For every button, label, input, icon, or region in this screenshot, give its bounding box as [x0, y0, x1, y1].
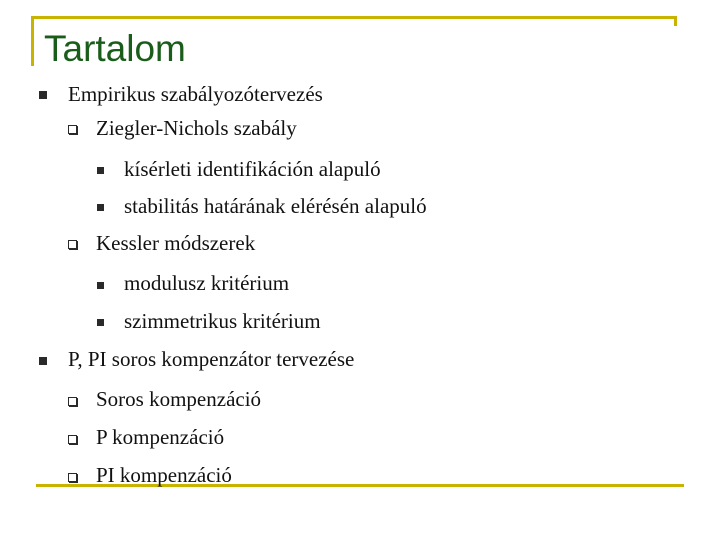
filled-square-bullet-icon: [39, 357, 47, 365]
bullet-p-kompenzacio: P kompenzáció: [96, 425, 225, 449]
bullet-modulusz: modulusz kritérium: [124, 271, 290, 295]
bullet-szimmetrikus: szimmetrikus kritérium: [124, 309, 321, 333]
filled-square-bullet-icon: [97, 167, 104, 174]
bullet-soros-kompenzacio: Soros kompenzáció: [96, 387, 262, 411]
hollow-square-bullet-icon: [68, 397, 77, 406]
bullet-pi-kompenzacio: PI kompenzáció: [96, 463, 232, 487]
hollow-square-bullet-icon: [68, 240, 77, 249]
bullet-empirikus: Empirikus szabályozótervezés: [68, 82, 323, 106]
frame-right-line: [674, 16, 677, 26]
filled-square-bullet-icon: [97, 204, 104, 211]
filled-square-bullet-icon: [39, 91, 47, 99]
filled-square-bullet-icon: [97, 282, 104, 289]
hollow-square-bullet-icon: [68, 435, 77, 444]
bullet-kessler: Kessler módszerek: [96, 231, 256, 255]
bullet-ziegler-nichols: Ziegler-Nichols szabály: [96, 116, 297, 140]
hollow-square-bullet-icon: [68, 473, 77, 482]
frame-left-line: [31, 16, 34, 66]
slide-title: Tartalom: [44, 28, 186, 69]
frame-top-line: [31, 16, 677, 19]
filled-square-bullet-icon: [97, 319, 104, 326]
bullet-stabilitas: stabilitás határának elérésén alapuló: [124, 194, 427, 218]
hollow-square-bullet-icon: [68, 125, 77, 134]
bullet-p-pi-soros: P, PI soros kompenzátor tervezése: [68, 347, 355, 371]
bullet-kiserleti: kísérleti identifikáción alapuló: [124, 157, 381, 181]
